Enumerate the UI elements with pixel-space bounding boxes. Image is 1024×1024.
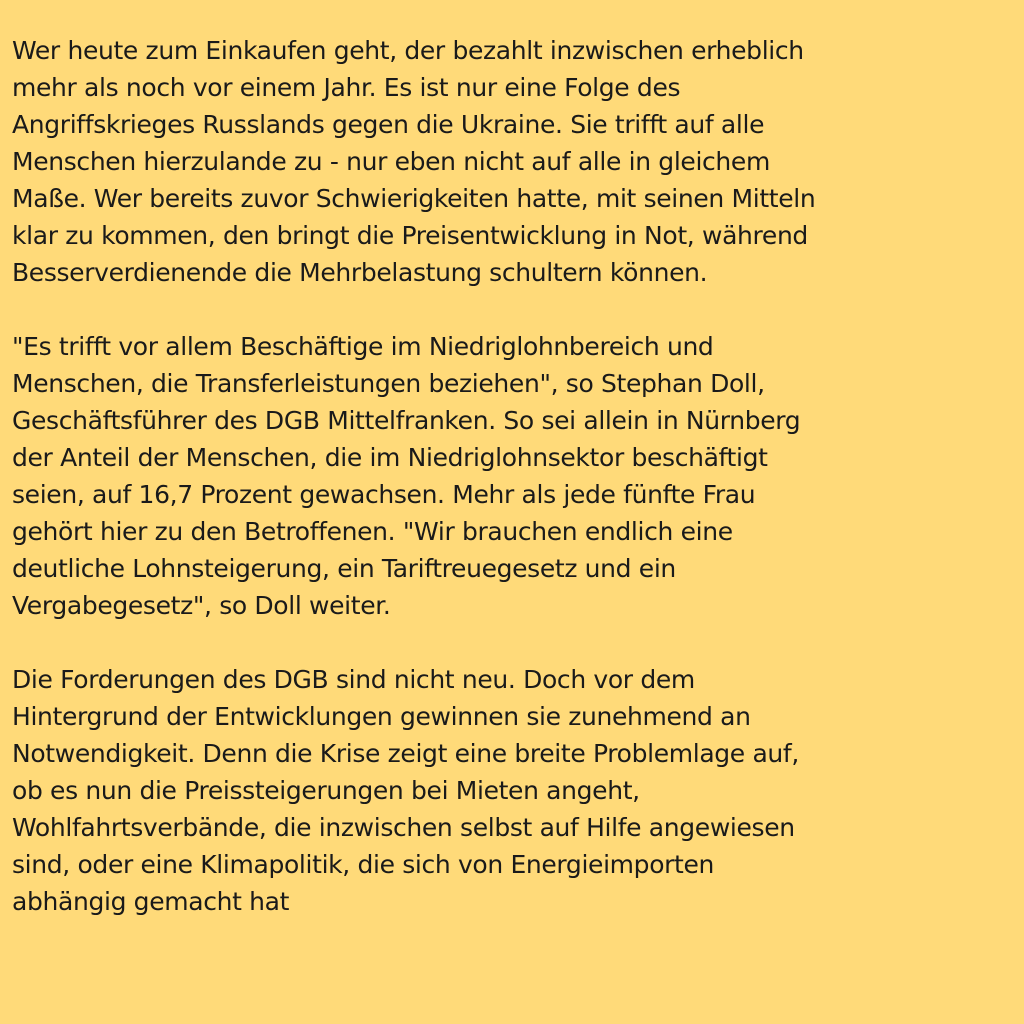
text-line: Die Forderungen des DGB sind nicht neu. Doch vor dem	[12, 665, 695, 694]
article-body	[12, 32, 1012, 920]
text-line: ob es nun die Preissteigerungen bei Mieten angeht,	[12, 776, 640, 805]
text-line: Notwendigkeit. Denn die Krise zeigt eine breite Problemlage auf,	[12, 739, 799, 768]
paragraph-intro	[12, 32, 1012, 291]
text-line: der Anteil der Menschen, die im Niedriglohnsektor beschäftigt	[12, 443, 768, 472]
text-line: Maße. Wer bereits zuvor Schwierigkeiten hatte, mit seinen Mitteln	[12, 184, 816, 213]
text-line: sind, oder eine Klimapolitik, die sich von Energieimporten	[12, 850, 715, 879]
paragraph-spacer	[12, 291, 1012, 328]
paragraph-spacer	[12, 624, 1012, 661]
text-line: seien, auf 16,7 Prozent gewachsen. Mehr als jede fünfte Frau	[12, 480, 756, 509]
text-line: Geschäftsführer des DGB Mittelfranken. So sei allein in Nürnberg	[12, 406, 801, 435]
text-line: "Es trifft vor allem Beschäftige im Niedriglohnbereich und	[12, 332, 714, 361]
text-line: Wohlfahrtsverbände, die inzwischen selbst auf Hilfe angewiesen	[12, 813, 795, 842]
text-line: Menschen hierzulande zu - nur eben nicht auf alle in gleichem	[12, 147, 770, 176]
text-line: mehr als noch vor einem Jahr. Es ist nur eine Folge des	[12, 73, 681, 102]
text-line: Hintergrund der Entwicklungen gewinnen sie zunehmend an	[12, 702, 751, 731]
paragraph-quote	[12, 328, 1012, 624]
text-line: gehört hier zu den Betroffenen. "Wir brauchen endlich eine	[12, 517, 733, 546]
text-line: deutliche Lohnsteigerung, ein Tariftreuegesetz und ein	[12, 554, 676, 583]
text-line: Angriffskrieges Russlands gegen die Ukraine. Sie trifft auf alle	[12, 110, 765, 139]
text-line: Vergabegesetz", so Doll weiter.	[12, 591, 391, 620]
text-line: abhängig gemacht hat	[12, 887, 290, 916]
text-line: Menschen, die Transferleistungen beziehen", so Stephan Doll,	[12, 369, 765, 398]
paragraph-conclusion	[12, 661, 1012, 920]
text-line: Besserverdienende die Mehrbelastung schultern können.	[12, 258, 708, 287]
text-line: klar zu kommen, den bringt die Preisentwicklung in Not, während	[12, 221, 808, 250]
text-line: Wer heute zum Einkaufen geht, der bezahlt inzwischen erheblich	[12, 36, 804, 65]
